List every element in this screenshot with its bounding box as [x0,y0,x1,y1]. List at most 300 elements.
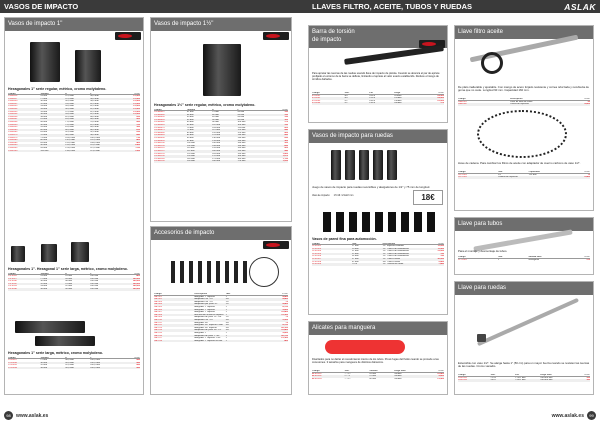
cell: 70 mm [369,375,376,378]
cell-price: 73€ [136,136,140,139]
cell: 160mm [394,102,402,105]
cell: 46 mm [40,121,48,124]
cell-price: 41€ [136,128,140,131]
cell: 17 mm [351,245,359,248]
cell: 109 mm [212,126,221,129]
cell-code: 1VL0027 [8,277,17,280]
cell: 52 mm [65,285,72,288]
cell: 95 mm [40,146,48,149]
cell-price: P.V.P. [584,374,590,376]
cell-price: 20,10€ [281,326,288,329]
cell: 27 mm [40,277,48,280]
cell-price: 10,40€ [437,372,444,375]
cell-price: 40,20€ [133,285,140,288]
cell-price: 7€ [285,321,288,324]
cell-price: 28€ [136,359,140,362]
cell: 62,0 mm [90,110,99,113]
cell-code: 1AC018 [154,339,162,342]
cell: 81,0 mm [65,126,74,129]
cell-code: 15VM0130 [154,155,165,158]
cell-price: 5,20€ [282,318,288,321]
cell: 100 mm [90,277,99,280]
cell-code: Código [8,356,16,359]
cell: 35 mm [40,110,48,113]
cell-price: 40,20€ [133,280,140,283]
card-description: Para el montaje y desmontaje de tubos. [458,249,508,253]
cell-code: 1AC008 [154,313,162,316]
table-row [312,99,444,105]
cell: 53,0 mm [65,102,74,105]
cell-price: 26€ [136,118,140,121]
cell-price: 40,20€ [133,277,140,280]
cell: Tam. [490,374,496,376]
cell-price: P.V.P. [438,370,444,372]
cell-code: 1VX0036 [8,366,18,369]
table-row [312,378,444,381]
cell: 24 mm [351,255,359,258]
cell-price: P.V.P. [282,293,288,295]
cell-code: 1AC014 [154,329,162,332]
cell-price: 7€ [285,300,288,303]
set-code: Vaso de impacto [312,194,330,197]
cell: 24 mm [40,95,48,98]
cell-code: 15VM0095 [154,139,165,142]
cell-price: P.V.P. [282,108,288,111]
cell: 41 mm [40,118,48,121]
cell-code: 1VM0100 [8,149,18,152]
cell: ¾"-1¼" [344,372,352,375]
cell: Alargador 3/4" [194,321,209,324]
cell-price: 43€ [284,144,288,147]
cell-code: 1AC007 [154,311,162,314]
sockets-image [323,212,435,232]
product-table [309,243,447,266]
cell-price: 11,20€ [437,245,444,248]
cell: Tam. [351,242,357,245]
product-table [455,171,593,179]
cell-code: 1VM0038 [8,115,18,118]
cell: Correa de repuesto [510,103,529,106]
cell: Alargador 1" impacto [194,308,215,311]
cell: 100 mm [186,142,195,145]
cell: 108,0 mm [90,141,100,144]
cell-code: 1VL0033 [8,285,17,288]
cell: 150mm [394,99,402,102]
cell: TX70 [351,263,358,266]
cell: 140 mm [186,157,195,160]
cell: 1/2" Tuerca de rendimiento [382,247,409,250]
cell: 21 mm [351,250,359,253]
category-label: Hexagonales 1" serie larga, métrico, cromo molybdeno. [8,351,103,355]
card-title-text: Barra de torsión de impacto [312,29,355,43]
cell: 1/2" Tornillo de rueda [382,263,404,266]
socket-image [203,44,241,96]
cell: 32 mm [351,260,359,263]
cell: Adaptador de junta 1"-3/4" [194,334,221,337]
cell-code: LFC1001 [458,173,467,176]
cell: 105,0 mm [65,136,76,139]
cell-code: 1VL0032 [8,282,17,285]
cell-price: 21,50€ [133,113,140,116]
cell-code: 15VM0120 [154,152,165,155]
brand-badge-icon [263,241,289,249]
category-label: Hexagonales 1". Hexagonal 1" serie larga, métrico, cromo molybdeno. [8,267,128,271]
cell: 100,0 mm [90,361,100,364]
cell: 102 mm [212,124,221,127]
cell-code: Código [312,92,320,94]
cell: 84,0 mm [90,126,99,129]
cell-price: 7€ [587,173,590,176]
cell: 200mm [394,372,402,375]
cell-code: LFA1002 [458,103,467,106]
cell-code: Código [312,242,320,245]
cell: Descripción [382,242,396,245]
cell-price: 13,90€ [437,377,444,380]
cell: 30 mm [40,361,48,364]
cell: 34 mm [40,108,48,111]
cell: 86,0 mm [90,128,99,131]
website-link-left[interactable]: www.aslak.es [16,413,49,419]
cell-code: 1VM0085 [8,141,18,144]
cell: Adaptador 3/4"-1/2" [194,318,214,321]
cell: 110,0 mm [90,144,100,147]
cell: 130 mm [186,155,195,158]
cell-price: 21,30€ [281,337,288,340]
cell: 165 mm [237,157,246,160]
cell-code: VPF1003 [312,247,322,250]
cell-code: 1VM0034 [8,108,18,111]
cell-code: 15VM0046 [154,113,165,116]
cell: 80 mm [186,131,194,134]
cell-code: 1VM0095 [8,146,18,149]
cell-code: 15VM0085 [154,134,165,137]
cell: 76,0 mm [90,121,99,124]
table-row [458,259,590,262]
socket-image [387,150,397,180]
page-number-right: 99 [587,411,596,420]
category-label: Vasos de pared fina para automoción. [312,237,377,241]
cell-code: VPF1008 [312,260,322,263]
card-title: Accesorios de impacto [151,227,291,240]
cell-code: LPT1001 [458,258,467,261]
cell-code: 1VM0035 [8,110,18,113]
cell: 17/19 [490,376,496,379]
cell-price: 9,60€ [282,331,288,334]
cell-code: 1VM0046 [8,121,18,124]
cell: 3/4" Tuerca rueda [382,260,400,263]
cell-code: 1VM0033 [8,105,18,108]
cell-code: Código [8,272,16,275]
cell: 3/4" [225,329,230,332]
cell-code: Código [154,293,162,295]
cell-price: 8,60€ [584,103,590,106]
cell: 1/2" [344,99,349,102]
socket-image [373,150,383,180]
cell: 33 mm [40,105,48,108]
cell: 160 mm [237,155,246,158]
cell: 250/500 mm [540,379,553,382]
cell: 68,0 mm [90,118,99,121]
socket-image [11,246,25,262]
cell-price: 1,11€ [282,157,288,160]
cell: 145 mm [237,147,246,150]
cell-price: 4,40€ [282,303,288,306]
product-table [309,370,447,380]
socket-image [15,321,85,333]
cell: 41 mm [65,275,72,278]
cell-price: 8,70€ [282,324,288,327]
cell: 30 mm [40,100,48,103]
cell: 52,0 mm [65,364,74,367]
cell-code: Código [312,370,320,372]
cell: 110mm [394,94,402,97]
cell-price: 28€ [136,121,140,124]
cell: 3/4" [225,324,230,327]
cell: 1" [225,331,228,334]
cell-code: Código [458,98,466,100]
strap-image [481,52,503,74]
category-label: Hexagonales 1" serie regular, métrico, cromo molybdeno. [8,87,107,91]
cell: 93 mm [237,113,245,116]
socket-image [75,50,101,82]
cell-price: 21,50€ [133,110,140,113]
cell: 135 mm [212,139,221,142]
cell: 32 mm [40,102,48,105]
cell-price: 14,50€ [437,94,444,97]
cell: 59,0 mm [65,113,74,116]
cell: 62,0 mm [65,115,74,118]
cell: 98,0 mm [65,134,74,136]
card-title: Llave filtro aceite [455,26,593,39]
cell: Descripción [510,98,523,100]
cell: 102,0 mm [90,139,100,142]
cell: Alargador 1" impacto [194,311,215,314]
cell-code: VPF1009 [312,263,322,266]
cell: 1/2" Tuerca rueda [382,258,400,261]
cell: 120mm [394,97,402,100]
cell: 1/2" Tuerca de rendimiento [382,250,409,253]
cell: Capacidad [528,171,540,173]
cell: 36 mm [40,288,48,291]
cell-code: 15VM0105 [154,144,165,147]
cell: 21x22 mm [515,379,526,382]
cell-price: 30€ [284,139,288,142]
section-title-right: LLAVES FILTRO, ACEITE, TUBOS Y RUEDAS [312,2,473,11]
cell: D [65,272,67,275]
cell: 71,0 mm [65,121,74,124]
cell-code: VPF1006 [312,255,322,258]
cell-code: 1VL0024 [8,275,17,278]
cell-price: 7€ [285,316,288,319]
cell-price: 1,22€ [282,160,288,163]
cell-code: VPF1004 [312,250,322,253]
cell: 48 mm [65,280,72,283]
cell: 170 mm [212,155,221,158]
socket-image [30,42,60,82]
cell: 148 mm [212,144,221,147]
cell: 90 mm [212,118,219,121]
cell-code: 1VM0060 [8,128,18,131]
cell-price: 11,90€ [437,247,444,250]
cell-code: LPR1001 [458,376,468,379]
cell: ¾"-2½" [344,377,352,380]
cell: 65,0 mm [65,118,74,121]
brand-badge-icon [115,32,141,40]
cell-code: 1VL0036 [8,288,17,291]
cell: 200mm [394,377,402,380]
cell: 93 mm [237,111,245,114]
cell: 85 mm [212,116,219,119]
cell-code: 1AC017 [154,337,162,340]
cell: 100,0 mm [90,359,100,362]
cell: 135,0 mm [65,149,76,152]
cell: 1/2" [344,102,349,105]
cell-price: 9,60€ [438,375,444,378]
cell-price: 111€ [135,146,140,149]
cell: 50 mm [186,116,194,119]
socket-image [331,150,341,180]
cell: 120 mm [528,173,537,176]
cell: 155 mm [237,152,246,155]
cell: 85 mm [40,141,48,144]
cell-price: 16€ [284,118,288,121]
cell: 95 mm [237,118,245,121]
cell: 100,0 mm [90,136,100,139]
price-tag: 18€ [413,190,443,205]
cell-code: 1AC001 [154,295,162,298]
cell-price: 6,40€ [584,176,590,179]
cell: 115 mm [186,150,195,152]
cell: 140 mm [237,139,246,142]
cell: 60 mm [186,121,194,124]
cell: 150 N [369,102,376,105]
product-table [5,273,143,291]
cell: 100 N [369,94,376,97]
cell-price: 24€ [284,129,288,132]
cell: 130 mm [212,137,221,140]
card-title: Vasos de impacto 1" [5,18,143,31]
cell: 45 mm [65,277,72,280]
product-table [455,374,593,382]
cell: 55 mm [40,126,48,129]
accessory-image [171,261,251,283]
cell-code: 15VM0050 [154,116,165,119]
cell-price: 116€ [135,149,140,152]
cell-price: 15€ [440,255,444,258]
card-impact-1-5inch [150,17,292,222]
cell-price: 19€ [284,113,288,116]
cell-code: 15VM0075 [154,129,165,132]
card-title: Llave para tubos [455,218,593,231]
cell: Alargador 1" impacto 80 mm [194,339,223,342]
cell-price: 18€ [586,379,590,382]
cell: Alargador 1" impacto [194,295,215,298]
socket-image [41,244,57,262]
cell: 1/2" [225,303,230,306]
cell-code: 15VM0100 [154,142,165,145]
website-link-right[interactable]: www.aslak.es [551,413,584,419]
cell: 160 mm [212,150,221,152]
cell-price: 15€ [440,252,444,255]
cell: D [65,92,67,95]
card-description: Juego de vasos de impacto para ruedas reversibles y alargadores de 1/2" y 75 mm de longitud. [312,185,431,189]
cell-code: 15VM0070 [154,126,165,129]
cell-code: 1VM0024 [8,95,18,98]
cell-price: P.V.P. [134,272,140,275]
cell-price: 10,40€ [281,311,288,314]
cell-code: APM1001 [312,372,322,375]
cell-code: 15VM0065 [154,124,165,127]
cell: 46 mm [186,113,194,116]
socket-image [71,242,89,262]
cell-code: 1AC016 [154,334,162,337]
cell: 200mm [394,375,402,378]
cell: 1/2" [497,173,502,176]
cell-code: 15VM0110 [154,147,165,150]
cell: 130 mm [237,137,246,140]
cell-price: 37€ [586,258,590,261]
cell: Articulación universal impacto [194,313,224,316]
cell-price: 15,20€ [437,99,444,102]
cell-price: 21,50€ [133,95,140,98]
cell: Largo total [394,370,406,372]
cell: 30 mm [40,280,48,283]
cell-price: 21,50€ [133,100,140,103]
cell-code: LFC1002 [458,176,467,179]
cell: 100 mm [90,288,99,291]
cell-price: 9,60€ [282,308,288,311]
cell: 22 mm [351,252,359,255]
cell: 120,0 mm [65,144,76,147]
cell: 250/500 mm [540,376,553,379]
cell-price: 8,70€ [282,305,288,308]
cell-code: 15VM0140 [154,157,165,160]
cell: 62,0 mm [90,105,99,108]
socket-image [35,336,95,346]
cell-price: 40€ [284,339,288,342]
cell-price: 16,50€ [437,258,444,261]
cell: 48,0 mm [65,359,74,362]
cell: 1" [497,258,500,261]
cell-code: 1AC012 [154,324,162,327]
card-description-2: Llave de cadena. Para cambiar los filtros de aceite con adaptador de cuerno carbono de vaso 1/2". [458,161,581,165]
cell-price: 4,40€ [282,298,288,301]
product-table [5,93,143,153]
cell-price: 15€ [586,376,590,379]
cell: 75 mm [40,136,48,139]
cell: 115 mm [237,126,246,129]
card-description: Para apretar las tuercas de las ruedas usando llave de impacto de pistola. Cuando se alcanza el par de apriete prefijado el extremo de la barra se defleta, limitando el apriete al valor exacto establecido. Reduce el riesgo de tornillos dañados. [312,72,440,82]
cell: Adaptador 3/4"-1/2" [194,300,214,303]
cell: Adaptador de junta 3/4"-1/2" [194,329,222,332]
cell: 55 mm [369,372,376,375]
header-right [300,0,600,13]
cell-price: P.V.P. [584,256,590,258]
cell-price: 21,50€ [133,97,140,100]
cell: 58,0 mm [90,95,99,98]
cell: 56,0 mm [65,366,74,369]
cell [528,173,560,179]
cell-price: P.V.P. [438,92,444,94]
cell-code: 1VM0027 [8,97,18,100]
card-pipe-wrench [454,217,594,275]
cell: Alargador 1" impacto [194,305,215,308]
cell: 1/2" Tuerca de rendimiento [382,255,409,258]
cell: Ext. [515,374,520,376]
cell: 27 mm [351,258,359,261]
socket-image [477,334,486,342]
cell: 100 mm [237,124,246,127]
